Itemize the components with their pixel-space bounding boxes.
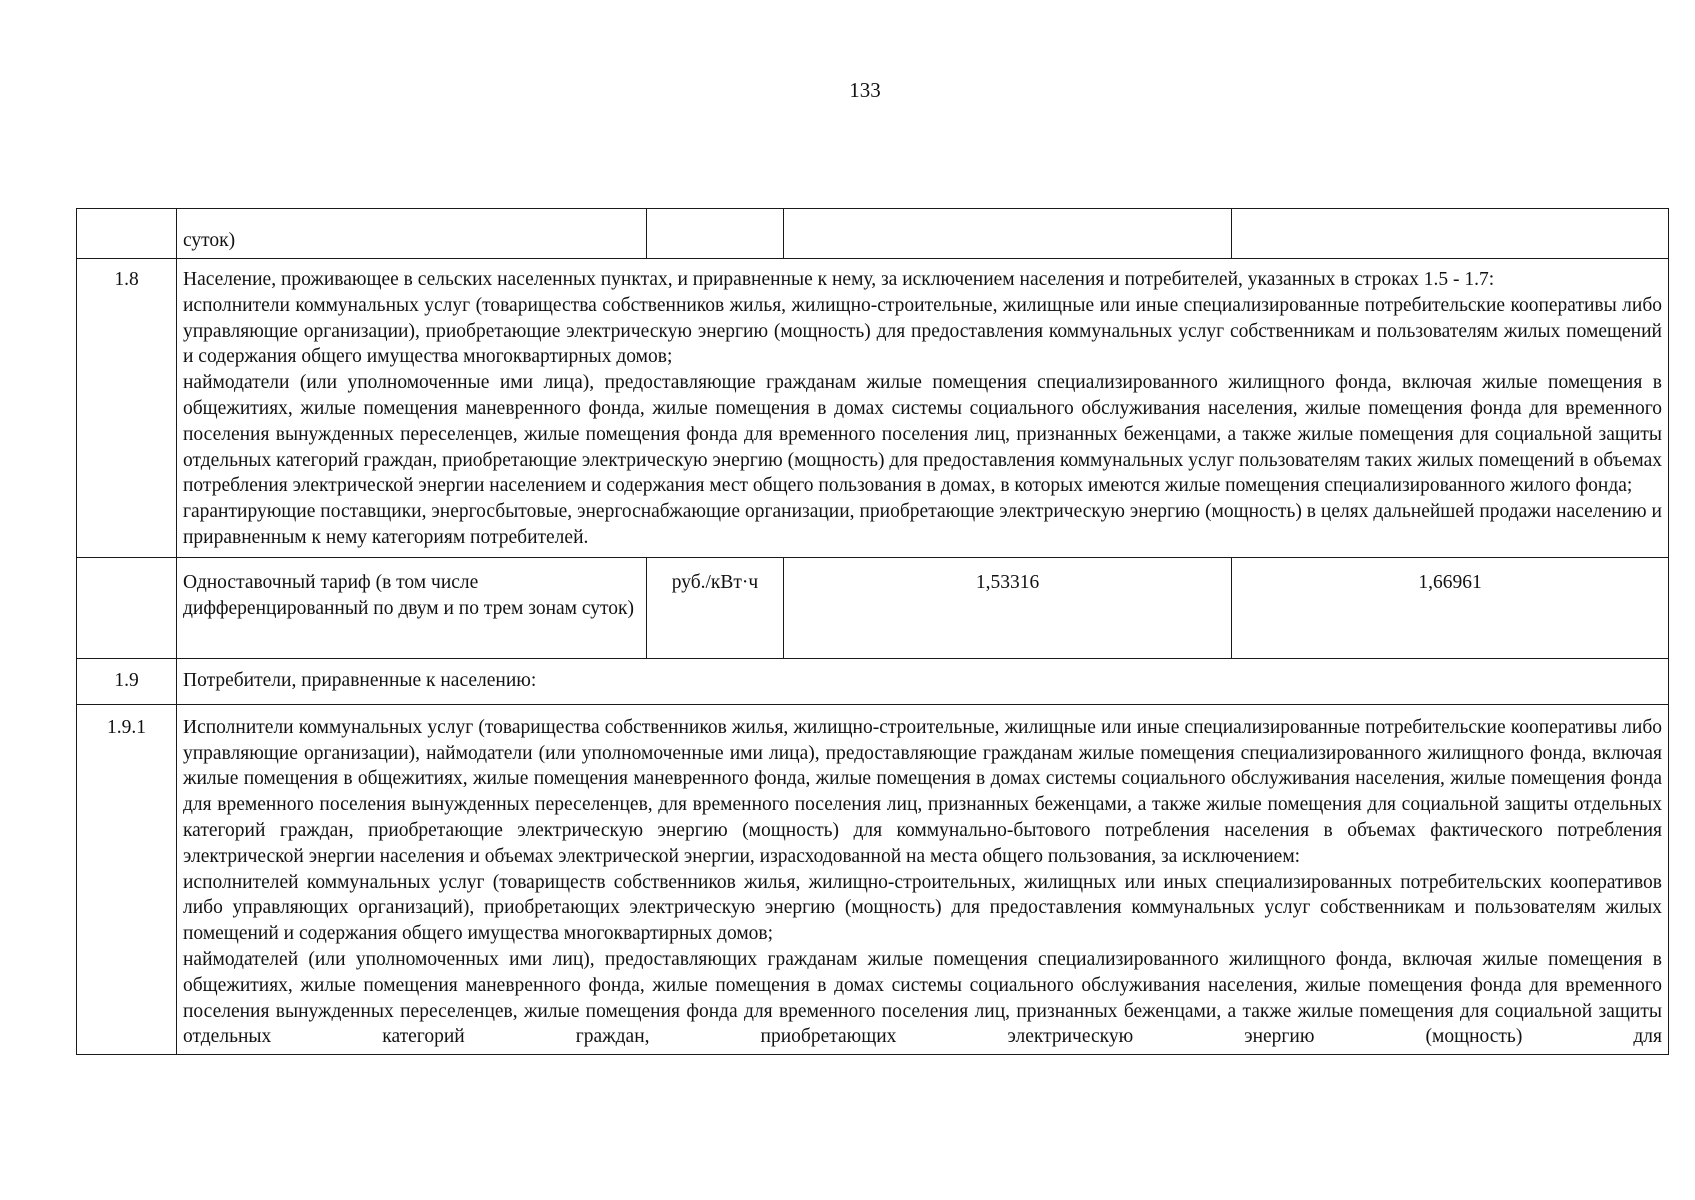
row-number-cell: 1.9 <box>77 658 177 704</box>
table-row-1-8-tariff <box>77 557 1669 658</box>
row-number-cell: 1.8 <box>77 259 177 558</box>
row-description-cell <box>177 259 1669 558</box>
table-row-1-9-1 <box>77 704 1669 1054</box>
row-number-cell: 1.9.1 <box>77 704 177 1054</box>
table-row-1-9 <box>77 658 1669 704</box>
description-paragraph: наймодатели (или уполномоченные ими лица), предоставляющие гражданам жилые помещения специализированного жилищного фонда, включая жилые помещения в общежитиях, жилые помещения маневренного фонда, жилые помещения в домах системы социального обслуживания населения, жилые помещения фонда для временного поселения вынужденных переселенцев, жилые помещения фонда для временного поселения лиц, признанных беженцами, а также жилые помещения для социальной защиты отдельных категорий граждан, приобретающие электрическую энергию (мощность) для предоставления коммунальных услуг пользователям таких жилых помещений в объемах потребления электрической энергии населением и содержания мест общего пользования в домах, в которых имеются жилые помещения специализированного жилого фонда; <box>183 372 1662 497</box>
page-number: 133 <box>849 78 881 102</box>
description-paragraph: исполнителей коммунальных услуг (товариществ собственников жилья, жилищно-строительных, жилищных или иных специализированных потребительских кооперативов либо управляющих организаций), приобретающих электрическую энергию (мощность) для предоставления коммунальных услуг собственникам и пользователям жилых помещений и содержания общего имущества многоквартирных домов; <box>183 871 1662 945</box>
unit-cell <box>647 209 784 259</box>
value-cell-2 <box>1232 209 1669 259</box>
tariff-table <box>76 208 1669 1055</box>
row-description-cell: Потребители, приравненные к населению: <box>177 658 1669 704</box>
row-number-cell <box>77 209 177 259</box>
row-name-cell: суток) <box>177 209 647 259</box>
description-paragraph: исполнители коммунальных услуг (товарищества собственников жилья, жилищно-строительные, жилищные или иные специализированные потребительские кооперативы либо управляющие организации), приобретающие электрическую энергию (мощность) для предоставления коммунальных услуг собственникам и пользователям жилых помещений и содержания общего имущества многоквартирных домов; <box>183 294 1662 368</box>
value-cell-1: 1,53316 <box>784 557 1232 658</box>
description-paragraph: Население, проживающее в сельских населенных пунктах, и приравненные к нему, за исключением населения и потребителей, указанных в строках 1.5 - 1.7: <box>183 269 1495 290</box>
description-paragraph: наймодателей (или уполномоченных ими лиц), предоставляющих гражданам жилые помещения специализированного жилищного фонда, включая жилые помещения в общежитиях, жилые помещения маневренного фонда, жилые помещения в домах системы социального обслуживания населения, жилые помещения фонда для временного поселения вынужденных переселенцев, жилые помещения фонда для временного поселения лиц, признанных беженцами, а также жилые помещения для социальной защиты отдельных категорий граждан, приобретающих электрическую энергию (мощность) для <box>183 948 1662 1048</box>
table-row-1-8 <box>77 259 1669 558</box>
description-paragraph: гарантирующие поставщики, энергосбытовые, энергоснабжающие организации, приобретающие электрическую энергию (мощность) в целях дальнейшей продажи населению и приравненным к нему категориям потребителей. <box>183 501 1662 548</box>
value-cell-2: 1,66961 <box>1232 557 1669 658</box>
value-cell-1 <box>784 209 1232 259</box>
table-row-continuation <box>77 209 1669 259</box>
tariff-name-cell: Одноставочный тариф (в том числе дифференцированный по двум и по трем зонам суток) <box>177 557 647 658</box>
description-paragraph: Исполнители коммунальных услуг (товарищества собственников жилья, жилищно-строительные, жилищные или иные специализированные потребительские кооперативы либо управляющие организации), наймодатели (или уполномоченные ими лица), предоставляющие гражданам жилые помещения специализированного жилищного фонда, включая жилые помещения в общежитиях, жилые помещения маневренного фонда, жилые помещения в домах системы социального обслуживания населения, жилые помещения фонда для временного поселения вынужденных переселенцев, для временного поселения лиц, признанных беженцами, а также жилые помещения для социальной защиты отдельных категорий граждан, приобретающие электрическую энергию (мощность) для коммунально-бытового потребления населения в объемах фактического потребления электрической энергии населения и объемах электрической энергии, израсходованной на места общего пользования, за исключением: <box>183 716 1662 867</box>
row-description-cell <box>177 704 1669 1054</box>
row-number-cell <box>77 557 177 658</box>
unit-cell: руб./кВт·ч <box>647 557 784 658</box>
